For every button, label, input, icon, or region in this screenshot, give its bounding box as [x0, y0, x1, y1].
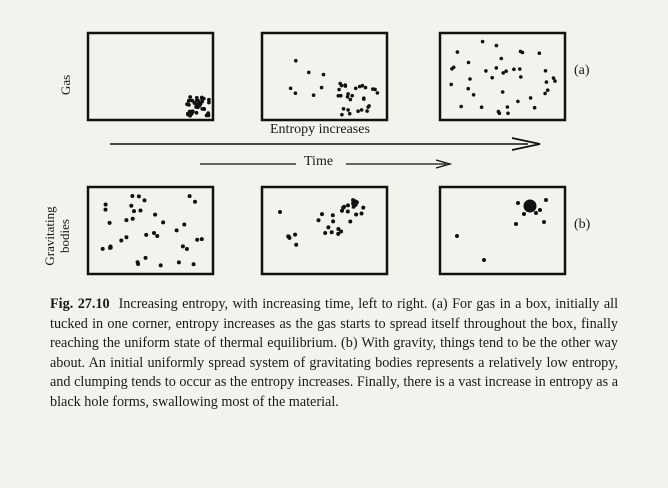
gas-particle [472, 93, 476, 97]
gas-particle [339, 94, 343, 98]
gravitating-body [361, 206, 365, 210]
gas-particle [307, 71, 311, 75]
gravitating-body [538, 208, 542, 212]
gas-particle [516, 100, 520, 104]
entropy-arrow-label: Entropy increases [266, 122, 374, 138]
gravitating-body [293, 233, 297, 237]
gravitating-body [144, 233, 148, 237]
gas-particle [552, 76, 556, 80]
gas-particle [367, 104, 371, 108]
gas-particle [207, 101, 211, 105]
gas-particle [519, 75, 523, 79]
gravitating-body [161, 220, 165, 224]
gravitating-body [320, 212, 324, 216]
gravitating-body [182, 223, 186, 227]
gravitating-body [342, 205, 346, 209]
gravitating-body [124, 218, 128, 222]
gravitating-body [336, 232, 340, 236]
gravitating-body [522, 212, 526, 216]
gas-particle [501, 71, 505, 75]
gravitating-body [514, 222, 518, 226]
gas-particle [512, 68, 516, 72]
gas-particle [500, 57, 504, 61]
gas-particle [538, 51, 542, 55]
gas-particle [188, 95, 192, 99]
gas-particle [202, 97, 206, 101]
gas-particle [349, 98, 353, 102]
gravitating-body [542, 220, 546, 224]
gas-particle [348, 112, 352, 116]
gravitating-body [181, 244, 185, 248]
gas-box-3 [440, 33, 565, 120]
gas-particle [190, 99, 194, 103]
gravitating-body [195, 238, 199, 242]
gas-particle [356, 109, 360, 113]
gravitating-body [131, 217, 135, 221]
gravitating-body [331, 213, 335, 217]
gravitating-row-label: Gravitating bodies [42, 206, 72, 266]
gravitating-body [360, 212, 364, 216]
panel-tag-a: (a) [574, 63, 590, 78]
gas-particle [206, 111, 210, 115]
gravitating-body [193, 200, 197, 204]
gravitating-body [355, 200, 359, 204]
gas-particle [506, 105, 510, 109]
gas-particle [360, 108, 364, 112]
gravitating-body [175, 228, 179, 232]
gas-particle [518, 67, 522, 71]
gravitating-body [354, 213, 358, 217]
gravitating-body [330, 230, 334, 234]
time-arrow-label: Time [300, 154, 337, 170]
gas-particle [346, 108, 350, 112]
gravitating-body [188, 194, 192, 198]
gravitating-body [153, 213, 157, 217]
gas-particle [449, 83, 453, 87]
gravitating-body [104, 208, 108, 212]
gas-particle [342, 107, 346, 111]
gas-particle [529, 96, 533, 100]
gravitating-body [331, 219, 335, 223]
gravitating-body [516, 201, 520, 205]
gas-particle [191, 109, 195, 113]
gravitating-body [155, 234, 159, 238]
gas-particle [343, 83, 347, 87]
gravitating-body [534, 211, 538, 215]
gas-particle [322, 73, 326, 77]
gas-particle [320, 86, 324, 90]
gravitating-body [455, 234, 459, 238]
gravitating-body [348, 220, 352, 224]
gas-particle [495, 44, 499, 48]
gravitating-body [323, 231, 327, 235]
gas-particle [506, 112, 510, 116]
gas-particle [456, 50, 460, 54]
panel-tag-b: (b) [574, 217, 591, 232]
gravitating-body [336, 227, 340, 231]
gas-particle [376, 91, 380, 95]
gas-particle [468, 77, 472, 81]
gravitating-body [109, 245, 113, 249]
gravitating-body [177, 260, 181, 264]
gas-particle [533, 106, 537, 110]
gas-particle [195, 96, 199, 100]
gravitating-body [340, 209, 344, 213]
gas-particle [337, 88, 341, 92]
gas-particle [350, 94, 354, 98]
gas-particle [186, 113, 190, 117]
gas-particle [364, 86, 368, 90]
gas-row-label: Gas [58, 74, 73, 95]
gas-particle [199, 102, 203, 106]
gravitating-body [326, 225, 330, 229]
gas-particle [501, 90, 505, 94]
gravitating-body [130, 194, 134, 198]
gas-particle [289, 87, 293, 91]
gas-particle [467, 61, 471, 65]
gas-particle [354, 87, 358, 91]
black-hole [524, 200, 537, 213]
gas-particle [358, 85, 362, 89]
gravitating-body [200, 237, 204, 241]
gas-particle [544, 69, 548, 73]
figure-caption [50, 295, 618, 413]
gas-particle [195, 111, 199, 115]
gas-particle [312, 93, 316, 97]
gravitating-body [101, 247, 105, 251]
gas-particle [459, 105, 463, 109]
gravitating-body [104, 203, 108, 207]
gas-particle [294, 59, 298, 63]
gas-particle [294, 91, 298, 95]
gas-particle [185, 102, 189, 106]
gravitating-body [159, 263, 163, 267]
gravity-box-2 [262, 187, 387, 274]
gas-particle [371, 87, 375, 91]
gas-particle [340, 113, 344, 117]
gravitating-body [137, 194, 141, 198]
gas-particle [521, 51, 525, 55]
gravitating-body [278, 210, 282, 214]
gravitating-body [192, 262, 196, 266]
gravitating-body [317, 218, 321, 222]
gas-particle [195, 103, 199, 107]
gas-particle [450, 67, 454, 71]
gas-particle [362, 97, 366, 101]
gas-particle [346, 92, 350, 96]
gas-particle [480, 105, 484, 109]
gravitating-body [287, 235, 291, 239]
gravitating-body [132, 209, 136, 213]
gravitating-body [152, 231, 156, 235]
gas-particle [545, 80, 549, 84]
figure-number: Fig. 27.10 [50, 296, 110, 312]
gas-particle [498, 112, 502, 116]
gravitating-body [139, 209, 143, 213]
gravitating-body [346, 210, 350, 214]
gravitating-body [124, 235, 128, 239]
gravitating-body [119, 239, 123, 243]
gas-particle [490, 76, 494, 80]
gas-particle [365, 109, 369, 113]
caption-text: Increasing entropy, with increasing time, left to right. (a) For gas in a box, initially all tucked in one corner, entropy increases as the gas starts to spread itself throughout the box, finally reaching the uniform state of thermal equilibrium. (b) With gravity, things tend to be the other way about. An initial uniformly spread system of gravitating bodies represents a relatively low entropy, and clumping tends to occur as the entropy increases. Finally, there is a vast increase in entropy as a black hole forms, swallowing most of the material. [50, 296, 619, 410]
gravitating-body [144, 256, 148, 260]
gas-particle [338, 82, 342, 86]
gravitating-body [143, 198, 147, 202]
gravitating-body [108, 221, 112, 225]
gas-particle [484, 69, 488, 73]
gas-particle [543, 92, 547, 96]
gravitating-body [294, 243, 298, 247]
gas-particle [481, 40, 485, 44]
gravitating-body [482, 258, 486, 262]
gravitating-body [185, 247, 189, 251]
gravitating-body [136, 260, 140, 264]
gas-particle [495, 66, 499, 70]
gas-particle [202, 107, 206, 111]
gravitating-body [129, 204, 133, 208]
gravitating-body [544, 198, 548, 202]
gas-particle [546, 88, 550, 92]
gas-particle [466, 87, 470, 91]
gravitating-body [346, 203, 350, 207]
gravitating-body [351, 198, 355, 202]
